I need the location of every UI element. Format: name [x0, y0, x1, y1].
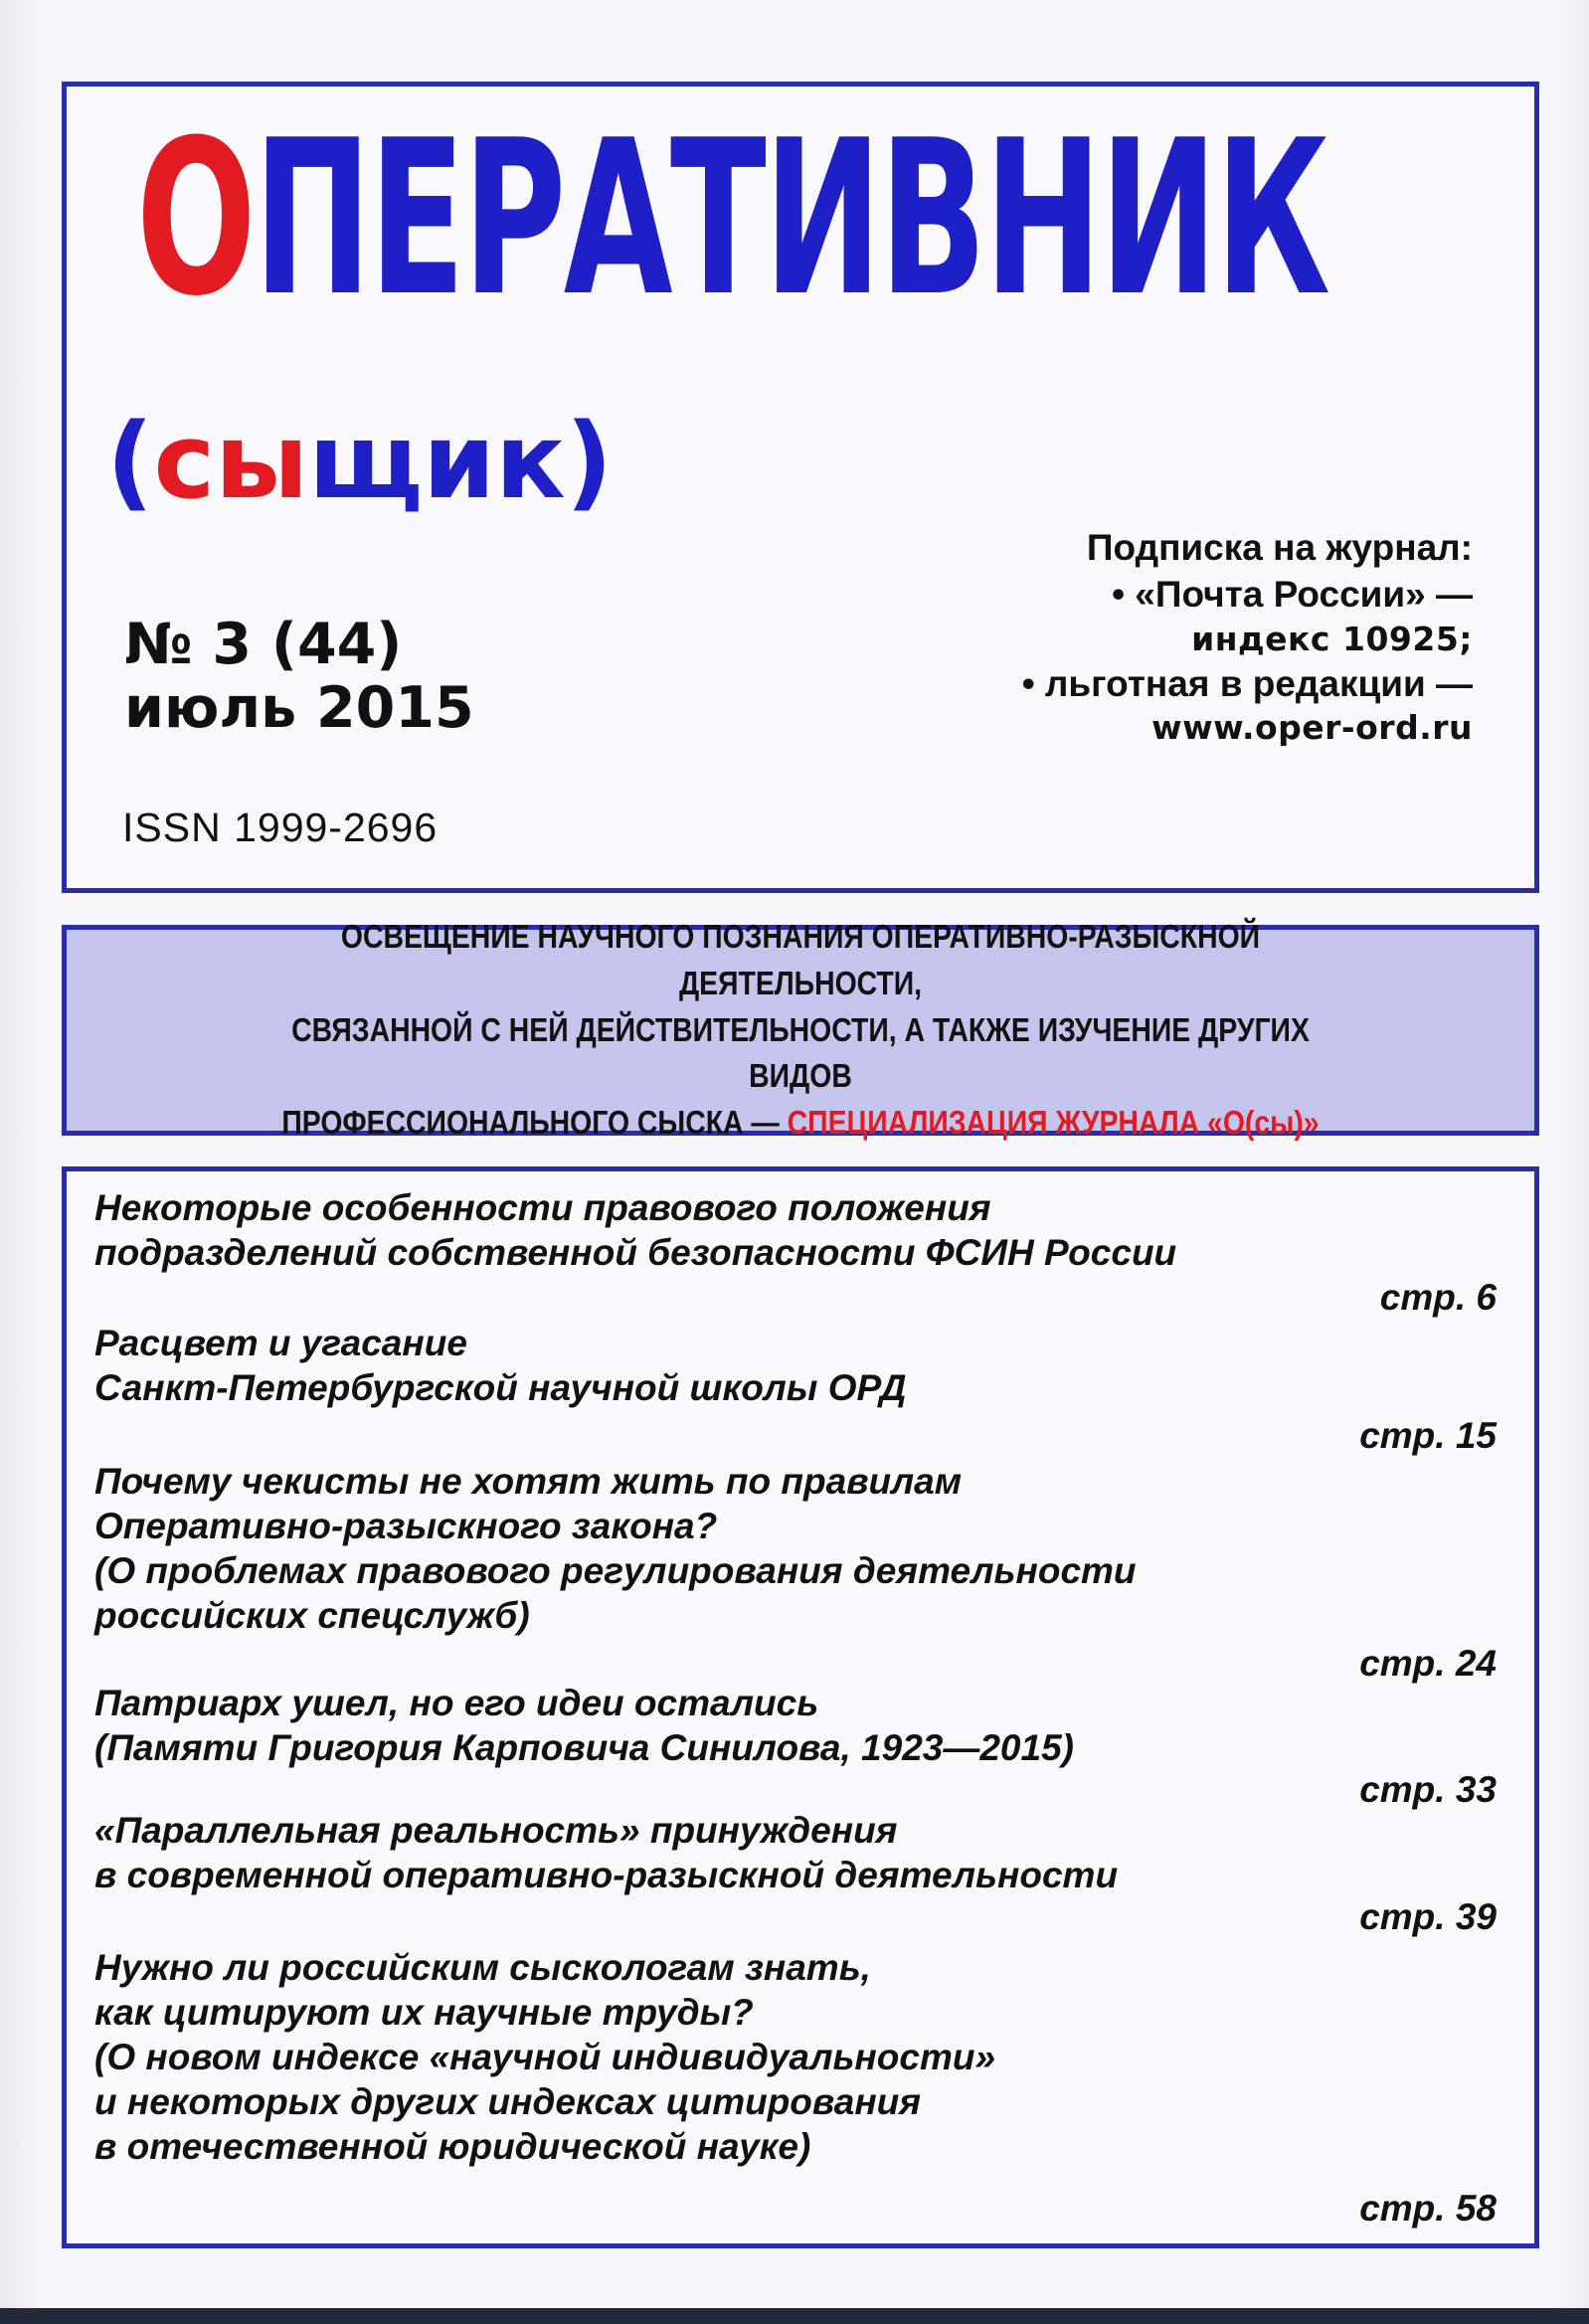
banner-line-3-text: ПРОФЕССИОНАЛЬНОГО СЫСКА —	[281, 1104, 780, 1142]
toc-title-line: Нужно ли российским сыскологам знать,	[94, 1947, 871, 1988]
toc-title-line: «Параллельная реальность» принуждения	[94, 1810, 898, 1851]
toc-title-line: Патриарх ушел, но его идеи остались	[94, 1683, 819, 1723]
toc-page-number: стр. 24	[1359, 1643, 1497, 1684]
toc-item-title	[94, 1321, 1497, 1410]
toc-title-line: подразделений собственной безопасности ФСИН России	[94, 1232, 1177, 1273]
toc-title-line: как цитируют их научные труды?	[94, 1992, 754, 2033]
subscription-info	[1022, 524, 1473, 750]
table-of-contents	[62, 1166, 1539, 2248]
toc-page-number: стр. 58	[1359, 2188, 1497, 2229]
subscription-website: www.oper-ord.ru	[1151, 708, 1473, 748]
toc-item-title	[94, 1681, 1497, 1770]
issn-number: ISSN 1999-2696	[122, 804, 439, 850]
toc-item	[94, 1185, 1497, 1320]
issue-number: № 3 (44)	[124, 612, 403, 677]
issue-info	[124, 614, 474, 741]
toc-item-title	[94, 1945, 1497, 2169]
toc-page-number: стр. 6	[1379, 1277, 1497, 1318]
toc-title-line: в отечественной юридической науке)	[94, 2126, 811, 2167]
subscription-index: индекс 10925;	[1191, 619, 1473, 658]
banner-line-1: ОСВЕЩЕНИЕ НАУЧНОГО ПОЗНАНИЯ ОПЕРАТИВНО-РАЗЫСКНОЙ ДЕЯТЕЛЬНОСТИ,	[340, 917, 1261, 1001]
bottom-edge-strip	[0, 2308, 1589, 2324]
issue-date: июль 2015	[124, 674, 474, 741]
toc-item-title	[94, 1185, 1497, 1275]
subtitle-open-paren: (	[106, 401, 154, 522]
magazine-title	[136, 93, 1328, 343]
toc-title-line: Оперативно-разыскного закона?	[94, 1506, 718, 1546]
specialization-banner	[62, 917, 1539, 1142]
subtitle-close-paren: )	[565, 401, 614, 522]
toc-title-line: в современной оперативно-разыскной деятельности	[94, 1855, 1119, 1895]
subtitle-red-part: сы	[153, 401, 309, 522]
toc-title-line: Почему чекисты не хотят жить по правилам	[94, 1461, 963, 1502]
toc-title-line: (О проблемах правового регулирования деятельности	[94, 1550, 1137, 1591]
masthead-box	[62, 82, 1539, 893]
toc-page-number: стр. 15	[1359, 1415, 1497, 1456]
subscription-line-3: • льготная в редакции —	[1021, 662, 1473, 704]
subtitle-blue-part: щик	[308, 401, 566, 522]
toc-item	[94, 1945, 1497, 2231]
toc-title-line: Некоторые особенности правового положения	[94, 1187, 991, 1228]
subscription-line-1: • «Почта России» —	[1112, 574, 1473, 616]
toc-item	[94, 1321, 1497, 1458]
banner-line-2: СВЯЗАННОЙ С НЕЙ ДЕЙСТВИТЕЛЬНОСТИ, А ТАКЖЕ ИЗУЧЕНИЕ ДРУГИХ ВИДОВ	[291, 1010, 1310, 1095]
toc-title-line: Расцвет и угасание	[94, 1323, 467, 1363]
banner-line-3	[249, 1100, 1351, 1147]
banner-text	[249, 914, 1351, 1147]
toc-title-line: (О новом индексе «научной индивидуальности»	[94, 2037, 996, 2077]
toc-title-line: Санкт-Петербургской научной школы ОРД	[94, 1367, 907, 1408]
toc-item-title	[94, 1808, 1497, 1897]
toc-title-line: российских спецслужб)	[94, 1595, 530, 1636]
toc-item	[94, 1808, 1497, 1939]
toc-item	[94, 1681, 1497, 1812]
toc-title-line: (Памяти Григория Карповича Синилова, 1923—2015)	[94, 1727, 1074, 1768]
toc-page-number: стр. 39	[1359, 1896, 1497, 1937]
magazine-subtitle	[106, 401, 614, 522]
toc-item	[94, 1459, 1497, 1686]
toc-item-title	[94, 1459, 1497, 1638]
title-first-letter: О	[136, 93, 254, 343]
title-rest: ПЕРАТИВНИК	[253, 93, 1328, 343]
banner-specialization-red: СПЕЦИАЛИЗАЦИЯ ЖУРНАЛА «О(сы)»	[787, 1104, 1320, 1142]
toc-page-number: стр. 33	[1359, 1769, 1497, 1810]
toc-title-line: и некоторых других индексах цитирования	[94, 2081, 922, 2122]
subscription-heading: Подписка на журнал:	[1086, 527, 1473, 568]
